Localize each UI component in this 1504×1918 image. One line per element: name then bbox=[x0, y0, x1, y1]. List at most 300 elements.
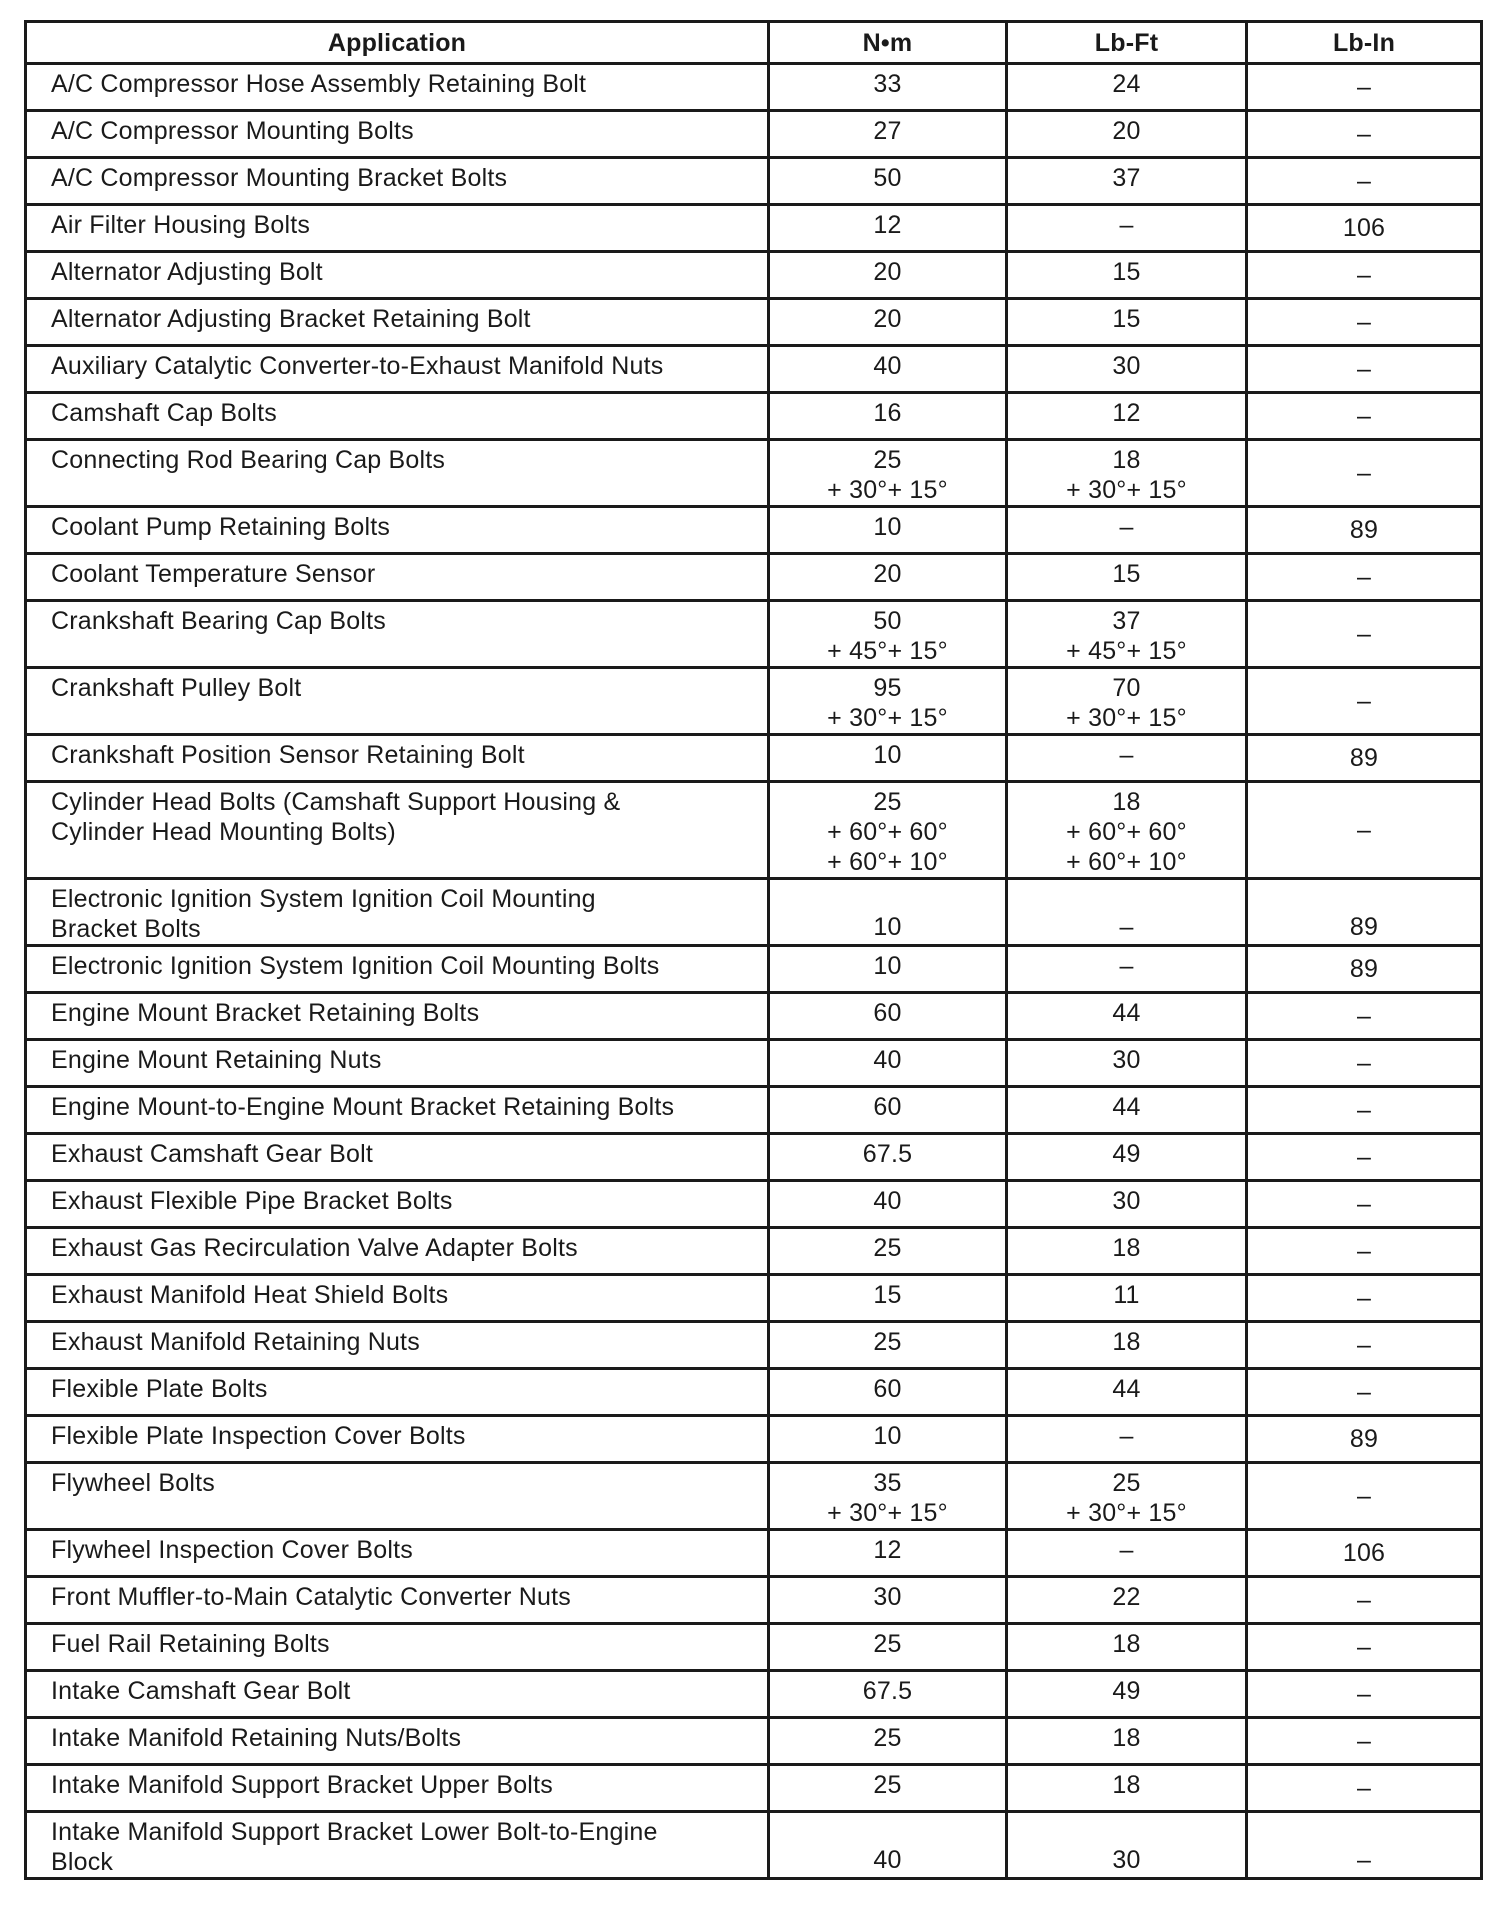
cell-lbft bbox=[1007, 1134, 1247, 1181]
cell-nm bbox=[769, 252, 1007, 299]
cell-lbft-line: 15 bbox=[1112, 305, 1141, 333]
cell-nm bbox=[769, 299, 1007, 346]
cell-lbin: – bbox=[1247, 1765, 1482, 1812]
cell-nm-line: 40 bbox=[873, 1187, 902, 1215]
cell-application-line: Engine Mount Retaining Nuts bbox=[51, 1046, 382, 1074]
cell-lbin: 89 bbox=[1247, 507, 1482, 554]
cell-application bbox=[26, 1369, 769, 1416]
cell-application-line: Flexible Plate Inspection Cover Bolts bbox=[51, 1422, 466, 1450]
cell-lbft-line: 25 bbox=[1112, 1469, 1141, 1497]
cell-lbin: 89 bbox=[1247, 879, 1482, 946]
cell-lbft-line: 18 bbox=[1112, 1724, 1141, 1752]
cell-nm bbox=[769, 1463, 1007, 1530]
cell-nm-line: 67.5 bbox=[862, 1140, 913, 1168]
table-row bbox=[26, 440, 1482, 507]
cell-lbft-line: 24 bbox=[1112, 70, 1141, 98]
cell-lbft bbox=[1007, 1671, 1247, 1718]
table-row bbox=[26, 1134, 1482, 1181]
cell-nm bbox=[769, 1087, 1007, 1134]
table-row bbox=[26, 158, 1482, 205]
cell-nm-line: 12 bbox=[873, 1536, 902, 1564]
table-row bbox=[26, 1812, 1482, 1879]
header-row bbox=[26, 22, 1482, 64]
torque-spec-table bbox=[24, 20, 1483, 1880]
cell-application-line: Fuel Rail Retaining Bolts bbox=[51, 1630, 330, 1658]
cell-lbin: – bbox=[1247, 1671, 1482, 1718]
cell-application bbox=[26, 1322, 769, 1369]
cell-application bbox=[26, 205, 769, 252]
cell-lbft-line: 30 bbox=[1112, 1187, 1141, 1215]
table-row bbox=[26, 1228, 1482, 1275]
cell-application bbox=[26, 1181, 769, 1228]
cell-application bbox=[26, 507, 769, 554]
cell-nm-line: 40 bbox=[873, 352, 902, 380]
cell-nm bbox=[769, 1416, 1007, 1463]
cell-lbft-line: 18 bbox=[1112, 446, 1141, 474]
cell-lbft bbox=[1007, 252, 1247, 299]
cell-nm-line: 25 bbox=[873, 1328, 902, 1356]
cell-application bbox=[26, 111, 769, 158]
cell-application-line: A/C Compressor Mounting Bracket Bolts bbox=[51, 164, 508, 192]
cell-nm-line: 25 bbox=[873, 1234, 902, 1262]
cell-nm bbox=[769, 1040, 1007, 1087]
table-row bbox=[26, 1463, 1482, 1530]
table-row bbox=[26, 601, 1482, 668]
cell-nm-line: 25 bbox=[873, 1724, 902, 1752]
cell-lbft bbox=[1007, 507, 1247, 554]
cell-application-line: Auxiliary Catalytic Converter-to-Exhaust Manifold Nuts bbox=[51, 352, 664, 380]
cell-application-line: Cylinder Head Mounting Bolts) bbox=[51, 818, 396, 846]
cell-nm bbox=[769, 1577, 1007, 1624]
cell-lbin: 106 bbox=[1247, 1530, 1482, 1577]
table-row bbox=[26, 1416, 1482, 1463]
table-row bbox=[26, 946, 1482, 993]
table-body bbox=[26, 64, 1482, 1879]
cell-application-line: Exhaust Manifold Retaining Nuts bbox=[51, 1328, 420, 1356]
cell-nm bbox=[769, 111, 1007, 158]
cell-nm bbox=[769, 1671, 1007, 1718]
cell-lbin: – bbox=[1247, 1228, 1482, 1275]
cell-lbft bbox=[1007, 554, 1247, 601]
cell-lbft-line: 44 bbox=[1112, 999, 1141, 1027]
cell-lbft bbox=[1007, 735, 1247, 782]
cell-lbin: – bbox=[1247, 299, 1482, 346]
cell-application bbox=[26, 1416, 769, 1463]
cell-nm bbox=[769, 1228, 1007, 1275]
cell-lbin: – bbox=[1247, 1181, 1482, 1228]
cell-lbin: – bbox=[1247, 1275, 1482, 1322]
cell-lbin: – bbox=[1247, 554, 1482, 601]
cell-lbft-line: 70 bbox=[1112, 674, 1141, 702]
table-row bbox=[26, 1087, 1482, 1134]
cell-lbft bbox=[1007, 879, 1247, 946]
cell-nm-line: + 30°+ 15° bbox=[827, 476, 948, 504]
table-row bbox=[26, 554, 1482, 601]
cell-application bbox=[26, 1134, 769, 1181]
cell-nm-line: 40 bbox=[873, 1046, 902, 1074]
table-row bbox=[26, 1275, 1482, 1322]
table-row bbox=[26, 205, 1482, 252]
table-row bbox=[26, 507, 1482, 554]
cell-lbft-line: 49 bbox=[1112, 1140, 1141, 1168]
cell-nm bbox=[769, 993, 1007, 1040]
cell-application-line: Bracket Bolts bbox=[51, 915, 201, 943]
cell-application-line: Flywheel Bolts bbox=[51, 1469, 215, 1497]
table-row bbox=[26, 393, 1482, 440]
cell-nm-line: 95 bbox=[873, 674, 902, 702]
cell-nm bbox=[769, 1322, 1007, 1369]
cell-nm-line: 60 bbox=[873, 1093, 902, 1121]
cell-nm-line: 50 bbox=[873, 607, 902, 635]
cell-application bbox=[26, 1718, 769, 1765]
cell-lbft-line: – bbox=[1119, 211, 1134, 239]
cell-lbft-line: 18 bbox=[1112, 1630, 1141, 1658]
header-lbin: Lb-In bbox=[1247, 22, 1482, 64]
cell-lbft-line: 15 bbox=[1112, 258, 1141, 286]
cell-application bbox=[26, 879, 769, 946]
cell-application-line: Crankshaft Pulley Bolt bbox=[51, 674, 302, 702]
cell-application bbox=[26, 735, 769, 782]
cell-nm-line: 30 bbox=[873, 1583, 902, 1611]
cell-application-line: Electronic Ignition System Ignition Coil Mounting Bolts bbox=[51, 952, 660, 980]
cell-application bbox=[26, 946, 769, 993]
table-row bbox=[26, 252, 1482, 299]
cell-lbin: – bbox=[1247, 993, 1482, 1040]
cell-lbft bbox=[1007, 1812, 1247, 1879]
cell-nm bbox=[769, 1812, 1007, 1879]
cell-lbft bbox=[1007, 668, 1247, 735]
cell-lbft-line: + 30°+ 15° bbox=[1066, 476, 1187, 504]
cell-lbin: – bbox=[1247, 158, 1482, 205]
cell-lbft bbox=[1007, 993, 1247, 1040]
cell-lbft bbox=[1007, 158, 1247, 205]
table-row bbox=[26, 782, 1482, 879]
cell-nm bbox=[769, 158, 1007, 205]
cell-application bbox=[26, 393, 769, 440]
cell-nm-line: 60 bbox=[873, 1375, 902, 1403]
cell-lbin: – bbox=[1247, 1463, 1482, 1530]
cell-application bbox=[26, 993, 769, 1040]
cell-lbft-line: 37 bbox=[1112, 607, 1141, 635]
cell-application-line: Connecting Rod Bearing Cap Bolts bbox=[51, 446, 446, 474]
cell-nm bbox=[769, 554, 1007, 601]
cell-lbin: – bbox=[1247, 111, 1482, 158]
cell-lbft bbox=[1007, 1416, 1247, 1463]
cell-nm bbox=[769, 507, 1007, 554]
cell-lbft-line: 18 bbox=[1112, 1234, 1141, 1262]
cell-application-line: Flywheel Inspection Cover Bolts bbox=[51, 1536, 413, 1564]
cell-lbft-line: 18 bbox=[1112, 1328, 1141, 1356]
cell-application bbox=[26, 158, 769, 205]
cell-application-line: Alternator Adjusting Bracket Retaining Bolt bbox=[51, 305, 531, 333]
cell-application-line: Air Filter Housing Bolts bbox=[51, 211, 311, 239]
cell-application-line: Engine Mount-to-Engine Mount Bracket Retaining Bolts bbox=[51, 1093, 675, 1121]
cell-nm bbox=[769, 205, 1007, 252]
cell-lbft bbox=[1007, 346, 1247, 393]
cell-nm-line: 33 bbox=[873, 70, 902, 98]
table-row bbox=[26, 1040, 1482, 1087]
cell-nm bbox=[769, 440, 1007, 507]
cell-nm-line: 10 bbox=[873, 952, 902, 980]
table-header bbox=[26, 22, 1482, 64]
cell-lbft bbox=[1007, 782, 1247, 879]
cell-lbft-line: – bbox=[1119, 913, 1134, 941]
cell-lbft-line: 11 bbox=[1113, 1281, 1140, 1309]
table-row bbox=[26, 1530, 1482, 1577]
cell-application bbox=[26, 440, 769, 507]
cell-lbft bbox=[1007, 1275, 1247, 1322]
cell-application-line: Crankshaft Position Sensor Retaining Bolt bbox=[51, 741, 525, 769]
cell-nm-line: + 45°+ 15° bbox=[827, 637, 948, 665]
cell-application-line: Engine Mount Bracket Retaining Bolts bbox=[51, 999, 480, 1027]
table-row bbox=[26, 1181, 1482, 1228]
cell-lbft bbox=[1007, 1624, 1247, 1671]
cell-lbft-line: – bbox=[1119, 513, 1134, 541]
cell-lbft-line: 30 bbox=[1112, 1846, 1141, 1874]
header-nm: N•m bbox=[769, 22, 1007, 64]
header-application: Application bbox=[26, 22, 769, 64]
cell-application bbox=[26, 1087, 769, 1134]
cell-nm-line: 10 bbox=[873, 913, 902, 941]
cell-application-line: A/C Compressor Hose Assembly Retaining Bolt bbox=[51, 70, 587, 98]
table-row bbox=[26, 735, 1482, 782]
cell-application bbox=[26, 1275, 769, 1322]
table-row bbox=[26, 1765, 1482, 1812]
table-row bbox=[26, 346, 1482, 393]
cell-nm-line: 20 bbox=[873, 305, 902, 333]
cell-nm bbox=[769, 668, 1007, 735]
cell-nm-line: 10 bbox=[873, 513, 902, 541]
cell-nm-line: 67.5 bbox=[862, 1677, 913, 1705]
cell-application-line: Intake Manifold Support Bracket Upper Bolts bbox=[51, 1771, 553, 1799]
cell-lbft-line: 30 bbox=[1112, 1046, 1141, 1074]
table-row bbox=[26, 299, 1482, 346]
table-row bbox=[26, 111, 1482, 158]
cell-application-line: Cylinder Head Bolts (Camshaft Support Housing & bbox=[51, 788, 621, 816]
cell-application bbox=[26, 782, 769, 879]
cell-lbft bbox=[1007, 299, 1247, 346]
cell-lbft-line: 44 bbox=[1112, 1375, 1141, 1403]
cell-lbin: – bbox=[1247, 601, 1482, 668]
cell-application bbox=[26, 346, 769, 393]
cell-nm bbox=[769, 735, 1007, 782]
cell-nm-line: 60 bbox=[873, 999, 902, 1027]
cell-nm-line: 12 bbox=[873, 211, 902, 239]
cell-lbft-line: – bbox=[1119, 1536, 1134, 1564]
cell-lbft-line: – bbox=[1119, 741, 1134, 769]
cell-nm-line: 10 bbox=[873, 741, 902, 769]
cell-nm-line: 15 bbox=[873, 1281, 902, 1309]
cell-application-line: Camshaft Cap Bolts bbox=[51, 399, 277, 427]
cell-lbin: – bbox=[1247, 1322, 1482, 1369]
cell-lbin: – bbox=[1247, 1369, 1482, 1416]
cell-nm bbox=[769, 1530, 1007, 1577]
cell-nm-line: 25 bbox=[873, 1630, 902, 1658]
table-row bbox=[26, 1718, 1482, 1765]
cell-lbft-line: + 30°+ 15° bbox=[1066, 1499, 1187, 1527]
cell-lbin: – bbox=[1247, 346, 1482, 393]
cell-application-line: Alternator Adjusting Bolt bbox=[51, 258, 323, 286]
cell-application bbox=[26, 668, 769, 735]
cell-lbft-line: 15 bbox=[1112, 560, 1141, 588]
cell-nm-line: + 30°+ 15° bbox=[827, 704, 948, 732]
cell-lbft bbox=[1007, 1577, 1247, 1624]
cell-nm bbox=[769, 1275, 1007, 1322]
cell-lbft-line: – bbox=[1119, 1422, 1134, 1450]
cell-lbft bbox=[1007, 946, 1247, 993]
cell-lbft-line: + 60°+ 10° bbox=[1066, 848, 1187, 876]
cell-lbft-line: 18 bbox=[1112, 788, 1141, 816]
table-row bbox=[26, 1322, 1482, 1369]
cell-nm-line: 40 bbox=[873, 1846, 902, 1874]
cell-nm bbox=[769, 946, 1007, 993]
cell-lbin: – bbox=[1247, 668, 1482, 735]
cell-lbin: – bbox=[1247, 252, 1482, 299]
cell-application-line: Exhaust Flexible Pipe Bracket Bolts bbox=[51, 1187, 453, 1215]
cell-nm-line: 20 bbox=[873, 258, 902, 286]
cell-application bbox=[26, 1671, 769, 1718]
cell-lbin: – bbox=[1247, 64, 1482, 111]
cell-lbin: 89 bbox=[1247, 946, 1482, 993]
cell-lbft bbox=[1007, 1463, 1247, 1530]
cell-application-line: Electronic Ignition System Ignition Coil Mounting bbox=[51, 885, 596, 913]
cell-nm-line: 25 bbox=[873, 788, 902, 816]
cell-lbft bbox=[1007, 393, 1247, 440]
cell-application-line: Coolant Pump Retaining Bolts bbox=[51, 513, 391, 541]
cell-lbin: 89 bbox=[1247, 735, 1482, 782]
cell-nm bbox=[769, 601, 1007, 668]
cell-application-line: Intake Manifold Retaining Nuts/Bolts bbox=[51, 1724, 462, 1752]
cell-lbft bbox=[1007, 1322, 1247, 1369]
cell-nm bbox=[769, 1369, 1007, 1416]
cell-lbft bbox=[1007, 111, 1247, 158]
cell-nm bbox=[769, 782, 1007, 879]
cell-lbft-line: 20 bbox=[1112, 117, 1141, 145]
cell-nm-line: + 30°+ 15° bbox=[827, 1499, 948, 1527]
cell-application-line: A/C Compressor Mounting Bolts bbox=[51, 117, 414, 145]
cell-lbft-line: 22 bbox=[1112, 1583, 1141, 1611]
table-row bbox=[26, 1624, 1482, 1671]
cell-application-line: Exhaust Camshaft Gear Bolt bbox=[51, 1140, 374, 1168]
cell-nm bbox=[769, 1624, 1007, 1671]
cell-application bbox=[26, 1463, 769, 1530]
table-row bbox=[26, 1369, 1482, 1416]
cell-lbin: – bbox=[1247, 440, 1482, 507]
cell-lbft bbox=[1007, 1228, 1247, 1275]
cell-nm bbox=[769, 64, 1007, 111]
cell-lbin: – bbox=[1247, 1040, 1482, 1087]
cell-lbft bbox=[1007, 1530, 1247, 1577]
cell-lbft-line: 49 bbox=[1112, 1677, 1141, 1705]
cell-nm bbox=[769, 1134, 1007, 1181]
cell-application-line: Crankshaft Bearing Cap Bolts bbox=[51, 607, 386, 635]
cell-nm-line: 35 bbox=[873, 1469, 902, 1497]
cell-lbft-line: – bbox=[1119, 952, 1134, 980]
cell-application bbox=[26, 1228, 769, 1275]
cell-lbin: – bbox=[1247, 1812, 1482, 1879]
cell-nm-line: 25 bbox=[873, 1771, 902, 1799]
cell-application-line: Front Muffler-to-Main Catalytic Converter Nuts bbox=[51, 1583, 572, 1611]
cell-lbft bbox=[1007, 1369, 1247, 1416]
table-row bbox=[26, 993, 1482, 1040]
cell-lbin: – bbox=[1247, 1577, 1482, 1624]
cell-lbft-line: 18 bbox=[1112, 1771, 1141, 1799]
cell-lbin: – bbox=[1247, 1624, 1482, 1671]
cell-application bbox=[26, 64, 769, 111]
cell-nm-line: 20 bbox=[873, 560, 902, 588]
cell-application-line: Block bbox=[51, 1848, 114, 1876]
cell-application-line: Intake Manifold Support Bracket Lower Bolt-to-Engine bbox=[51, 1818, 658, 1846]
cell-lbft-line: + 45°+ 15° bbox=[1066, 637, 1187, 665]
cell-lbft-line: 44 bbox=[1112, 1093, 1141, 1121]
cell-application bbox=[26, 601, 769, 668]
cell-application bbox=[26, 299, 769, 346]
cell-application bbox=[26, 252, 769, 299]
cell-lbin: 89 bbox=[1247, 1416, 1482, 1463]
cell-lbin: – bbox=[1247, 1718, 1482, 1765]
table-row bbox=[26, 1577, 1482, 1624]
cell-nm bbox=[769, 1181, 1007, 1228]
table-row bbox=[26, 64, 1482, 111]
cell-nm-line: + 60°+ 60° bbox=[827, 818, 948, 846]
cell-lbin: – bbox=[1247, 393, 1482, 440]
cell-nm bbox=[769, 346, 1007, 393]
cell-application-line: Exhaust Manifold Heat Shield Bolts bbox=[51, 1281, 449, 1309]
cell-lbft bbox=[1007, 205, 1247, 252]
cell-application bbox=[26, 1040, 769, 1087]
cell-lbft-line: 12 bbox=[1112, 399, 1141, 427]
cell-lbft bbox=[1007, 1181, 1247, 1228]
cell-application bbox=[26, 1624, 769, 1671]
cell-nm-line: 16 bbox=[873, 399, 902, 427]
cell-nm bbox=[769, 1718, 1007, 1765]
cell-lbft-line: + 30°+ 15° bbox=[1066, 704, 1187, 732]
table-row bbox=[26, 879, 1482, 946]
cell-nm-line: 10 bbox=[873, 1422, 902, 1450]
cell-application bbox=[26, 554, 769, 601]
cell-lbft bbox=[1007, 1718, 1247, 1765]
cell-application bbox=[26, 1812, 769, 1879]
cell-nm bbox=[769, 393, 1007, 440]
cell-application-line: Flexible Plate Bolts bbox=[51, 1375, 268, 1403]
cell-lbft-line: + 60°+ 60° bbox=[1066, 818, 1187, 846]
cell-application-line: Coolant Temperature Sensor bbox=[51, 560, 376, 588]
cell-lbft-line: 37 bbox=[1112, 164, 1141, 192]
cell-lbin: – bbox=[1247, 782, 1482, 879]
cell-lbft bbox=[1007, 1040, 1247, 1087]
cell-lbin: 106 bbox=[1247, 205, 1482, 252]
cell-lbft bbox=[1007, 1087, 1247, 1134]
cell-lbin: – bbox=[1247, 1087, 1482, 1134]
cell-nm-line: + 60°+ 10° bbox=[827, 848, 948, 876]
cell-nm-line: 25 bbox=[873, 446, 902, 474]
cell-nm-line: 27 bbox=[873, 117, 902, 145]
cell-nm bbox=[769, 1765, 1007, 1812]
cell-nm-line: 50 bbox=[873, 164, 902, 192]
cell-lbft bbox=[1007, 440, 1247, 507]
cell-lbft-line: 30 bbox=[1112, 352, 1141, 380]
cell-lbft bbox=[1007, 64, 1247, 111]
table-row bbox=[26, 668, 1482, 735]
cell-lbin: – bbox=[1247, 1134, 1482, 1181]
header-lbft: Lb-Ft bbox=[1007, 22, 1247, 64]
cell-application-line: Intake Camshaft Gear Bolt bbox=[51, 1677, 351, 1705]
cell-nm bbox=[769, 879, 1007, 946]
table-row bbox=[26, 1671, 1482, 1718]
cell-application bbox=[26, 1530, 769, 1577]
cell-application bbox=[26, 1765, 769, 1812]
cell-application-line: Exhaust Gas Recirculation Valve Adapter Bolts bbox=[51, 1234, 578, 1262]
